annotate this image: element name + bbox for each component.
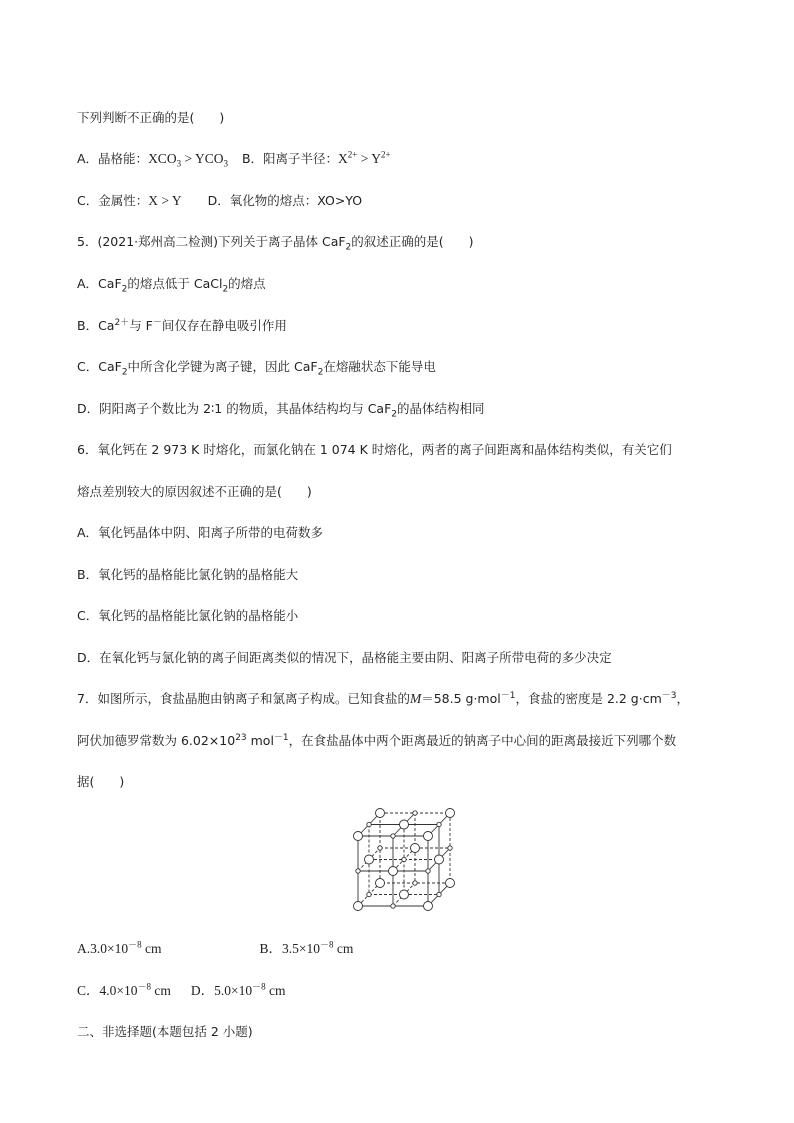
q4-option-c-label: C．金属性： [77,193,149,208]
q7-option-c: C．$4.0\times 10^{-8}$ cm [77,981,171,998]
q4-option-a-formula: $XCO_3 > YCO_3$ [148,151,228,169]
chloride-ion [389,867,398,876]
q6-option-a: A．氧化钙晶体中阴、阳离子所带的电荷数多 [77,525,324,540]
q5-option-b: B．$Ca^{2+}$与 F－间仅存在静电吸引作用 [77,317,287,333]
nacl-crystal-figure [350,803,460,918]
q6-stem-line2: 熔点差别较大的原因叙述不正确的是( ) [77,484,312,499]
chloride-ion [376,879,385,888]
chloride-ion [354,832,363,841]
q6-option-d: D．在氧化钙与氯化钠的离子间距离类似的情况下，晶格能主要由阴、阳离子所带电荷的多少决定 [77,650,612,665]
q7-stem-line3: 据( ) [77,774,125,789]
q7-option-a: $A.3.0\times 10^{-8}$ cm [77,939,162,956]
q4-option-a-label: A．晶格能： [77,151,149,166]
chloride-ion [365,855,374,864]
chloride-ion [446,809,455,818]
sodium-ion [437,892,441,896]
sodium-ion [367,892,371,896]
sodium-ion [426,869,430,873]
q7-stem-line2: 阿伏加德罗常数为 $6.02\times 10^{23}$ mol$^{-1}$，在食盐晶体中两个距离最近的钠离子中心间的距离最接近下列哪个数 [77,732,677,748]
q6-stem-line1: 6．氧化钙在 2 973 K 时熔化，而氯化钠在 1 074 K 时熔化，两者的离子间距离和晶体结构类似，有关它们 [77,442,672,457]
sodium-ion [391,834,395,838]
q6-option-c: C．氧化钙的晶格能比氯化钠的晶格能小 [77,608,299,623]
chloride-ion [424,902,433,911]
chloride-ion [354,902,363,911]
sodium-ion [448,846,452,850]
sodium-ion [367,822,371,826]
chloride-ion [376,809,385,818]
q4-option-c-formula: X > Y [148,193,182,208]
q7-options-ab [77,941,353,957]
q5-option-a: A．CaF$_2$的熔点低于 CaCl$_2$的熔点 [77,276,266,295]
chloride-ion [446,879,455,888]
chloride-ion [400,820,409,829]
sodium-ion [413,881,417,885]
sodium-ion [391,904,395,908]
chloride-ion [435,855,444,864]
chloride-ion [400,890,409,899]
q4-option-b-label: B．阳离子半径： [241,151,339,166]
sodium-ion [437,822,441,826]
q5-stem: 5．(2021·郑州高二检测)下列关于离子晶体 CaF$_2$的叙述正确的是( ) [77,234,474,253]
q4-options-cd [77,193,362,209]
q7-options-cd [77,983,286,999]
sodium-ion [356,869,360,873]
q5-option-c: C．CaF$_2$中所含化学键为离子键，因此 CaF$_2$在熔融状态下能导电 [77,359,436,378]
sodium-ion [413,811,417,815]
q4-option-d: D．氧化物的熔点：XO>YO [207,193,363,208]
q7-stem-line1: 7．如图所示，食盐晶胞由钠离子和氯离子构成。已知食盐的M＝58.5 g·mol$^{-1}$，食盐的密度是 2.2 $g\cdot cm^{-3}$， [77,690,690,706]
chloride-ion [424,832,433,841]
sodium-ion [378,846,382,850]
q5-option-d: D．阴阳离子个数比为 2∶1 的物质，其晶体结构均与 CaF$_2$的晶体结构相同 [77,401,485,420]
chloride-ion [411,844,420,853]
q4-stem: 下列判断不正确的是( ) [77,110,225,125]
q7-option-d: D．$5.0\times 10^{-8}$ cm [190,981,286,998]
sodium-ion [402,857,406,861]
q4-option-b-formula: $X^{2+} > Y^{2+}$ [338,149,391,166]
q7-option-b: B．$3.5\times 10^{-8}$ cm [259,939,354,956]
section-2-heading: 二、非选择题(本题包括 2 小题) [77,1024,253,1039]
q6-option-b: B．氧化钙的晶格能比氯化钠的晶格能大 [77,567,299,582]
q4-options-ab [77,151,391,167]
